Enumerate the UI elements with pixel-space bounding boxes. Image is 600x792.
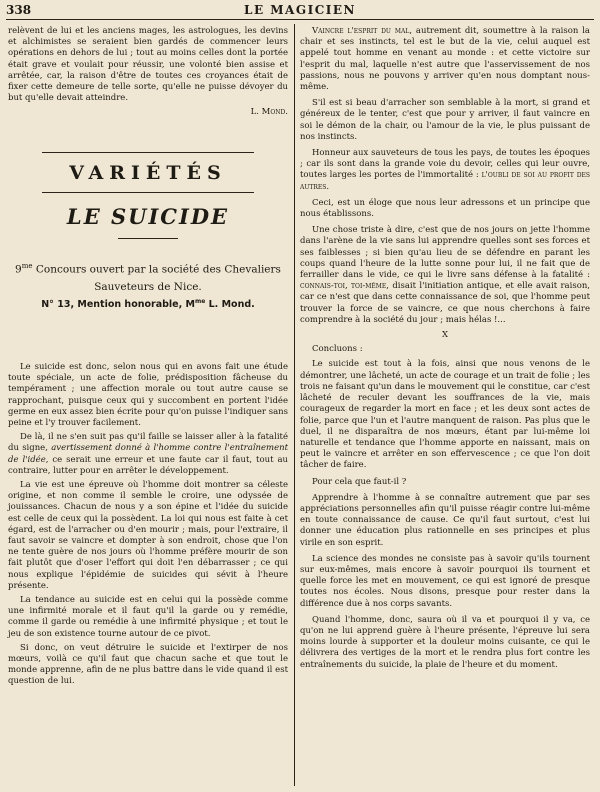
column-divider — [294, 24, 295, 786]
text-span: , autrement dit, soumettre à la raison la chair et ses instincts, tel est le but de la vie, celui auquel est appelé tout homme en venant au monde : et cette victoire sur l'esprit du mal, laquelle n'est autre que l'asservissement de nos passions, nous ne pouvons y arriver qu'en nous domptant nous-même. — [300, 26, 590, 93]
italic-text: avertissement donné à l'homme contre l'entraînement de l'idée — [8, 443, 288, 465]
text-span: Honneur aux sauveteurs de tous les pays, de toutes les époques ; car ils sont dans la grande voie du devoir, celles qui leur ouvre, toutes larges les portes de l'immortalité : — [300, 148, 590, 181]
page-number: 338 — [6, 3, 32, 17]
small-caps-text: l'oubli de soi au profit des autres. — [300, 170, 591, 192]
mention-author: L. Mond. — [205, 299, 255, 311]
paragraph: Le suicide est tout à la fois, ainsi que nous venons de le démontrer, une lâcheté, un acte de courage et un trait de folie ; les trois ne faisant qu'un dans le mouvement qui le constitue, car c'est lâcheté de reculer devant les souffrances de la vie, mais courageux de regarder la mort en face ; et les deux sont actes de folie, parce que l'un et l'autre manquent de raison. Pas plus que le duel, il ne disparaîtra de nos mœurs, étant par lui-même loi naturelle et tendance que l'homme apporte en naissant, mais on peut le vaincre et arrêter en son effervescence ; ce que l'on doit tâcher de faire. — [300, 359, 590, 471]
text-span: De là, il ne s'en suit pas qu'il faille se laisser aller à la fatalité du signe, — [8, 432, 288, 454]
paragraph: Pour cela que faut-il ? — [312, 476, 407, 487]
paragraph: Si donc, on veut détruire le suicide et l'extirper de nos mœurs, voilà ce qu'il faut que chacun sache et que tout le monde apprenne, afin de ne plus battre dans le vide quand il est question de lui. — [8, 642, 288, 687]
paragraph: Apprendre à l'homme à se connaître autrement que par ses appréciations personnelles afin qu'il puisse réagir contre lui-même en toute connaissance de cause. Ce qu'il faut surtout, c'est lui donner une éducation plus rationnelle en ses principes et plus virile en son esprit. — [300, 492, 590, 548]
contest-line: Sauveteurs de Nice. — [94, 280, 202, 293]
paragraph — [300, 26, 590, 93]
contest-ordinal-suffix: me — [21, 262, 33, 270]
paragraph: S'il est si beau d'arracher son semblable à la mort, si grand et généreux de le tenter, c'est que pour y arriver, il faut vaincre en soi le démon de la chair, ou l'amour de la vie, le plus puissant de nos instincts. — [300, 98, 590, 142]
contest-info — [12, 258, 284, 296]
text-span: , ce serait une erreur et une faute car il faut, tout au contraire, lutter pour en arrêter le développement. — [8, 454, 289, 476]
paragraph — [300, 148, 590, 193]
contest-ordinal: 9 — [15, 263, 22, 276]
left-column-top — [8, 26, 288, 119]
mention-line — [8, 298, 288, 310]
text-span: , disait l'initiation antique, et elle avait raison, car ce n'est que dans cette connaissance de soi, que l'homme peut trouver la force de se vaincre, ce que nous cherchons à faire comprendre à la société du jour ; mais hélas !... — [300, 281, 590, 325]
magazine-title: LE MAGICIEN — [244, 3, 356, 17]
article-title: LE SUICIDE — [66, 204, 230, 229]
article-title-block — [8, 148, 288, 348]
divider — [42, 192, 254, 193]
mention-suffix: me — [194, 298, 206, 305]
paragraph: La vie est une épreuve où l'homme doit montrer sa céleste origine, et non comme il semble le croire, une odyssée de jouissances. Chacun de nous y a son épine et l'idée du suicide est celle de ceux qui la possèdent. La loi qui nous est faite à cet égard, est de l'arracher ou d'en mourir ; mais, pour l'extraire, il faut savoir se vaincre et dompter à son endroit, chose que l'on ne tente guère de nos jours où l'homme préfère mourir de son fait plutôt que d'oser l'effort qui doit l'en débarrasser ; ce qui nous explique l'épidémie de suicides qui sévit à l'heure présente. — [8, 480, 288, 591]
paragraph: La science des mondes ne consiste pas à savoir qu'ils tournent sur eux-mêmes, mais encore à savoir pourquoi ils tournent et quelle force les met en mouvement, ce qui est ignoré de presque toutes nos écoles. Nous disons, presque pour rester dans la différence due à nos corps savants. — [300, 553, 590, 609]
text-span: Une chose triste à dire, c'est que de nos jours on jette l'homme dans l'arène de la vie sans lui apprendre quelles sont ses forces et ses faiblesses ; si bien qu'au lieu de se défendre en parant les coups quand l'heure de la lutte sonne pour lui, il ne fait que de ferrailler dans le vide, ce qui le livre sans défense à la fatalité : — [300, 225, 590, 281]
paragraph: La tendance au suicide est en celui qui la possède comme une infirmité morale et il faut qu'il la garde ou y remédie, comme il garde ou remédie à une infirmité physique ; et tout le jeu de son existence tourne autour de ce pivot. — [8, 595, 288, 639]
signature: L. Mond. — [250, 107, 288, 118]
header-rule — [6, 19, 594, 20]
left-column-body — [8, 362, 288, 688]
mention-text: N° 13, Mention honorable, M — [41, 299, 195, 311]
small-caps-text: Vaincre l'esprit du mal — [312, 26, 410, 36]
small-caps-text: connais-toi, toi-même — [300, 281, 387, 292]
paragraph: relèvent de lui et les anciens mages, les astrologues, les devins et alchimistes se seraient bien gardés de commencer leurs opérations en dehors de lui ; tout au moins celles dont la portée était grave et voulait pour réussir, une volonté bien assise et arrêtée, car, la raison d'être de toutes ces croyances était de fixer cette demeure de telle sorte, qu'elle ne puisse dévoyer du but qu'elle devait atteindre. — [8, 26, 288, 104]
section-mark: X — [441, 330, 449, 341]
paragraph: Concluons : — [312, 344, 363, 355]
section-heading: VARIÉTÉS — [69, 162, 227, 184]
paragraph: Quand l'homme, donc, saura où il va et pourquoi il y va, ce qu'on ne lui apprend guère à l'heure présente, l'épreuve lui sera moins lourde à supporter et la douleur moins cuisante, ce qui le délivrera des vertiges de la mort et le rendra plus fort contre les entraînements du suicide, la plaie de l'heure et du moment. — [300, 614, 590, 670]
paragraph — [300, 225, 590, 326]
paragraph: Ceci, est un éloge que nous leur adressons et un principe que nous établissons. — [300, 197, 590, 220]
page-header — [6, 2, 594, 20]
paragraph: Le suicide est donc, selon nous qui en avons fait une étude toute spéciale, un acte de folie, prédisposition fâcheuse du tempérament ; une affection morale ou tout autre cause se rapprochant, puisque ceux qui y succombent en portent l'idée germe en eux assez bien écrite pour qu'on puisse l'indiquer sans peine et l'y trouver facilement. — [8, 362, 288, 429]
paragraph — [8, 432, 288, 477]
divider — [118, 238, 178, 239]
contest-line: Concours ouvert par la société des Chevaliers — [35, 263, 281, 276]
right-column — [300, 26, 590, 671]
divider — [42, 152, 254, 153]
